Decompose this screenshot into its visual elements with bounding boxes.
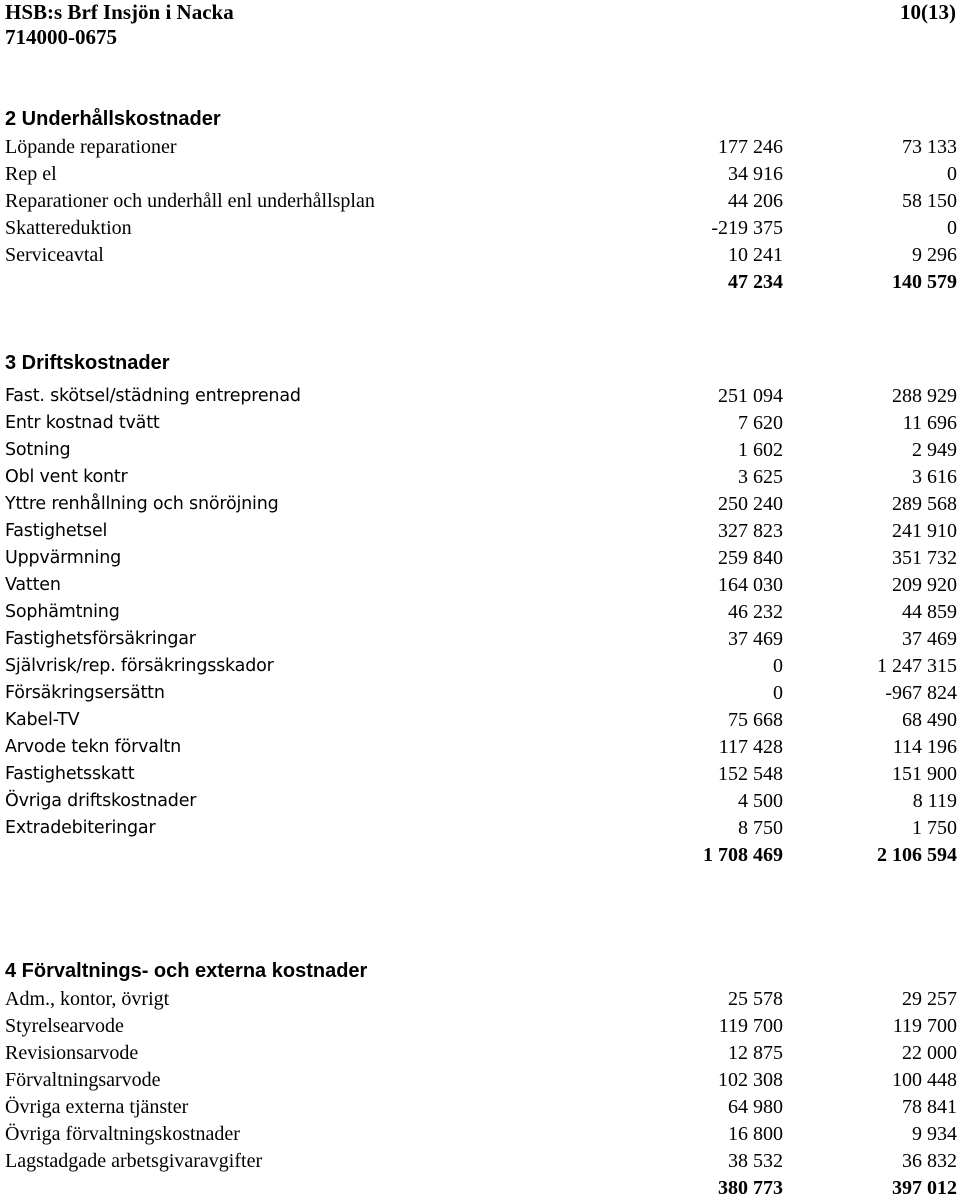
current-year-value: 4 500 <box>738 790 783 812</box>
previous-year-value: 100 448 <box>892 1069 957 1091</box>
row-label: Sotning <box>5 440 71 460</box>
previous-year-value: 0 <box>947 163 957 185</box>
previous-year-value: 29 257 <box>902 988 957 1010</box>
row-label: Övriga förvaltningskostnader <box>5 1123 240 1145</box>
previous-year-value: 3 616 <box>912 466 957 488</box>
current-year-total: 380 773 <box>718 1177 783 1199</box>
row-label: Rep el <box>5 163 57 185</box>
row-label: Uppvärmning <box>5 548 121 568</box>
previous-year-value: 36 832 <box>902 1150 957 1172</box>
previous-year-value: 73 133 <box>902 136 957 158</box>
row-label: Förvaltningsarvode <box>5 1069 161 1091</box>
previous-year-value: -967 824 <box>885 682 957 704</box>
current-year-value: 37 469 <box>728 628 783 650</box>
table-row <box>0 242 960 269</box>
previous-year-value: 288 929 <box>892 385 957 407</box>
current-year-value: 0 <box>773 655 783 677</box>
row-label: Extradebiteringar <box>5 818 156 838</box>
row-label: Entr kostnad tvätt <box>5 413 160 433</box>
row-label: Övriga driftskostnader <box>5 791 197 811</box>
row-label: Självrisk/rep. försäkringsskador <box>5 656 274 676</box>
previous-year-total: 397 012 <box>892 1177 957 1199</box>
table-row <box>0 188 960 215</box>
previous-year-value: 114 196 <box>892 736 957 758</box>
previous-year-value: 11 696 <box>902 412 957 434</box>
row-label: Styrelsearvode <box>5 1015 124 1037</box>
current-year-value: 44 206 <box>728 190 783 212</box>
previous-year-value: 58 150 <box>902 190 957 212</box>
row-label: Fast. skötsel/städning entreprenad <box>5 386 301 406</box>
table-row <box>0 707 960 734</box>
section-title-drift: 3 Driftskostnader <box>5 352 170 374</box>
previous-year-value: 241 910 <box>892 520 957 542</box>
table-row <box>0 410 960 437</box>
previous-year-value: 209 920 <box>892 574 957 596</box>
row-label: Övriga externa tjänster <box>5 1096 189 1118</box>
table-row <box>0 761 960 788</box>
row-label: Obl vent kontr <box>5 467 128 487</box>
table-row <box>0 734 960 761</box>
row-label: Serviceavtal <box>5 244 104 266</box>
current-year-value: 0 <box>773 682 783 704</box>
total-row <box>0 1175 960 1202</box>
row-label: Arvode tekn förvaltn <box>5 737 182 757</box>
previous-year-value: 68 490 <box>902 709 957 731</box>
current-year-value: -219 375 <box>711 217 783 239</box>
table-row <box>0 599 960 626</box>
current-year-total: 47 234 <box>728 271 783 293</box>
total-row <box>0 269 960 296</box>
previous-year-value: 22 000 <box>902 1042 957 1064</box>
table-row <box>0 1094 960 1121</box>
table-row <box>0 161 960 188</box>
table-row <box>0 518 960 545</box>
current-year-value: 250 240 <box>718 493 783 515</box>
row-label: Adm., kontor, övrigt <box>5 988 170 1010</box>
section-title-forvaltning: 4 Förvaltnings- och externa kostnader <box>5 960 368 982</box>
current-year-value: 12 875 <box>728 1042 783 1064</box>
previous-year-value: 0 <box>947 217 957 239</box>
table-row <box>0 680 960 707</box>
current-year-value: 8 750 <box>738 817 783 839</box>
table-row <box>0 491 960 518</box>
current-year-value: 119 700 <box>718 1015 783 1037</box>
current-year-value: 251 094 <box>718 385 783 407</box>
current-year-value: 38 532 <box>728 1150 783 1172</box>
table-row <box>0 1121 960 1148</box>
row-label: Fastighetsförsäkringar <box>5 629 196 649</box>
previous-year-total: 140 579 <box>892 271 957 293</box>
current-year-value: 152 548 <box>718 763 783 785</box>
table-row <box>0 215 960 242</box>
row-label: Revisionsarvode <box>5 1042 139 1064</box>
previous-year-total: 2 106 594 <box>877 844 957 866</box>
page-number: 10(13) <box>900 0 956 24</box>
row-label: Reparationer och underhåll enl underhållsplan <box>5 190 375 212</box>
current-year-value: 1 602 <box>738 439 783 461</box>
table-row <box>0 1040 960 1067</box>
previous-year-value: 351 732 <box>892 547 957 569</box>
previous-year-value: 78 841 <box>902 1096 957 1118</box>
table-row <box>0 572 960 599</box>
current-year-value: 64 980 <box>728 1096 783 1118</box>
table-row <box>0 788 960 815</box>
current-year-value: 16 800 <box>728 1123 783 1145</box>
previous-year-value: 44 859 <box>902 601 957 623</box>
row-label: Skattereduktion <box>5 217 132 239</box>
current-year-value: 10 241 <box>728 244 783 266</box>
previous-year-value: 1 247 315 <box>877 655 957 677</box>
current-year-value: 34 916 <box>728 163 783 185</box>
table-row <box>0 815 960 842</box>
row-label: Kabel-TV <box>5 710 80 730</box>
table-row <box>0 545 960 572</box>
previous-year-value: 2 949 <box>912 439 957 461</box>
total-row <box>0 842 960 869</box>
current-year-value: 46 232 <box>728 601 783 623</box>
current-year-value: 164 030 <box>718 574 783 596</box>
previous-year-value: 151 900 <box>892 763 957 785</box>
table-row <box>0 1148 960 1175</box>
table-row <box>0 1067 960 1094</box>
table-row <box>0 1013 960 1040</box>
current-year-value: 177 246 <box>718 136 783 158</box>
org-number: 714000-0675 <box>5 25 117 49</box>
table-row <box>0 383 960 410</box>
row-label: Sophämtning <box>5 602 120 622</box>
association-name: HSB:s Brf Insjön i Nacka <box>5 0 234 24</box>
current-year-value: 7 620 <box>738 412 783 434</box>
previous-year-value: 119 700 <box>892 1015 957 1037</box>
current-year-value: 102 308 <box>718 1069 783 1091</box>
table-row <box>0 653 960 680</box>
current-year-value: 3 625 <box>738 466 783 488</box>
current-year-total: 1 708 469 <box>703 844 783 866</box>
previous-year-value: 9 296 <box>912 244 957 266</box>
row-label: Försäkringsersättn <box>5 683 165 703</box>
row-label: Fastighetsskatt <box>5 764 135 784</box>
previous-year-value: 37 469 <box>902 628 957 650</box>
row-label: Lagstadgade arbetsgivaravgifter <box>5 1150 263 1172</box>
previous-year-value: 8 119 <box>912 790 957 812</box>
table-row <box>0 464 960 491</box>
table-row <box>0 437 960 464</box>
previous-year-value: 1 750 <box>912 817 957 839</box>
row-label: Vatten <box>5 575 61 595</box>
table-row <box>0 986 960 1013</box>
previous-year-value: 289 568 <box>892 493 957 515</box>
table-row <box>0 626 960 653</box>
previous-year-value: 9 934 <box>912 1123 957 1145</box>
current-year-value: 259 840 <box>718 547 783 569</box>
current-year-value: 327 823 <box>718 520 783 542</box>
current-year-value: 117 428 <box>718 736 783 758</box>
section-title-underhall: 2 Underhållskostnader <box>5 108 221 130</box>
table-row <box>0 134 960 161</box>
current-year-value: 25 578 <box>728 988 783 1010</box>
row-label: Yttre renhållning och snöröjning <box>5 494 279 514</box>
row-label: Fastighetsel <box>5 521 108 541</box>
current-year-value: 75 668 <box>728 709 783 731</box>
row-label: Löpande reparationer <box>5 136 177 158</box>
